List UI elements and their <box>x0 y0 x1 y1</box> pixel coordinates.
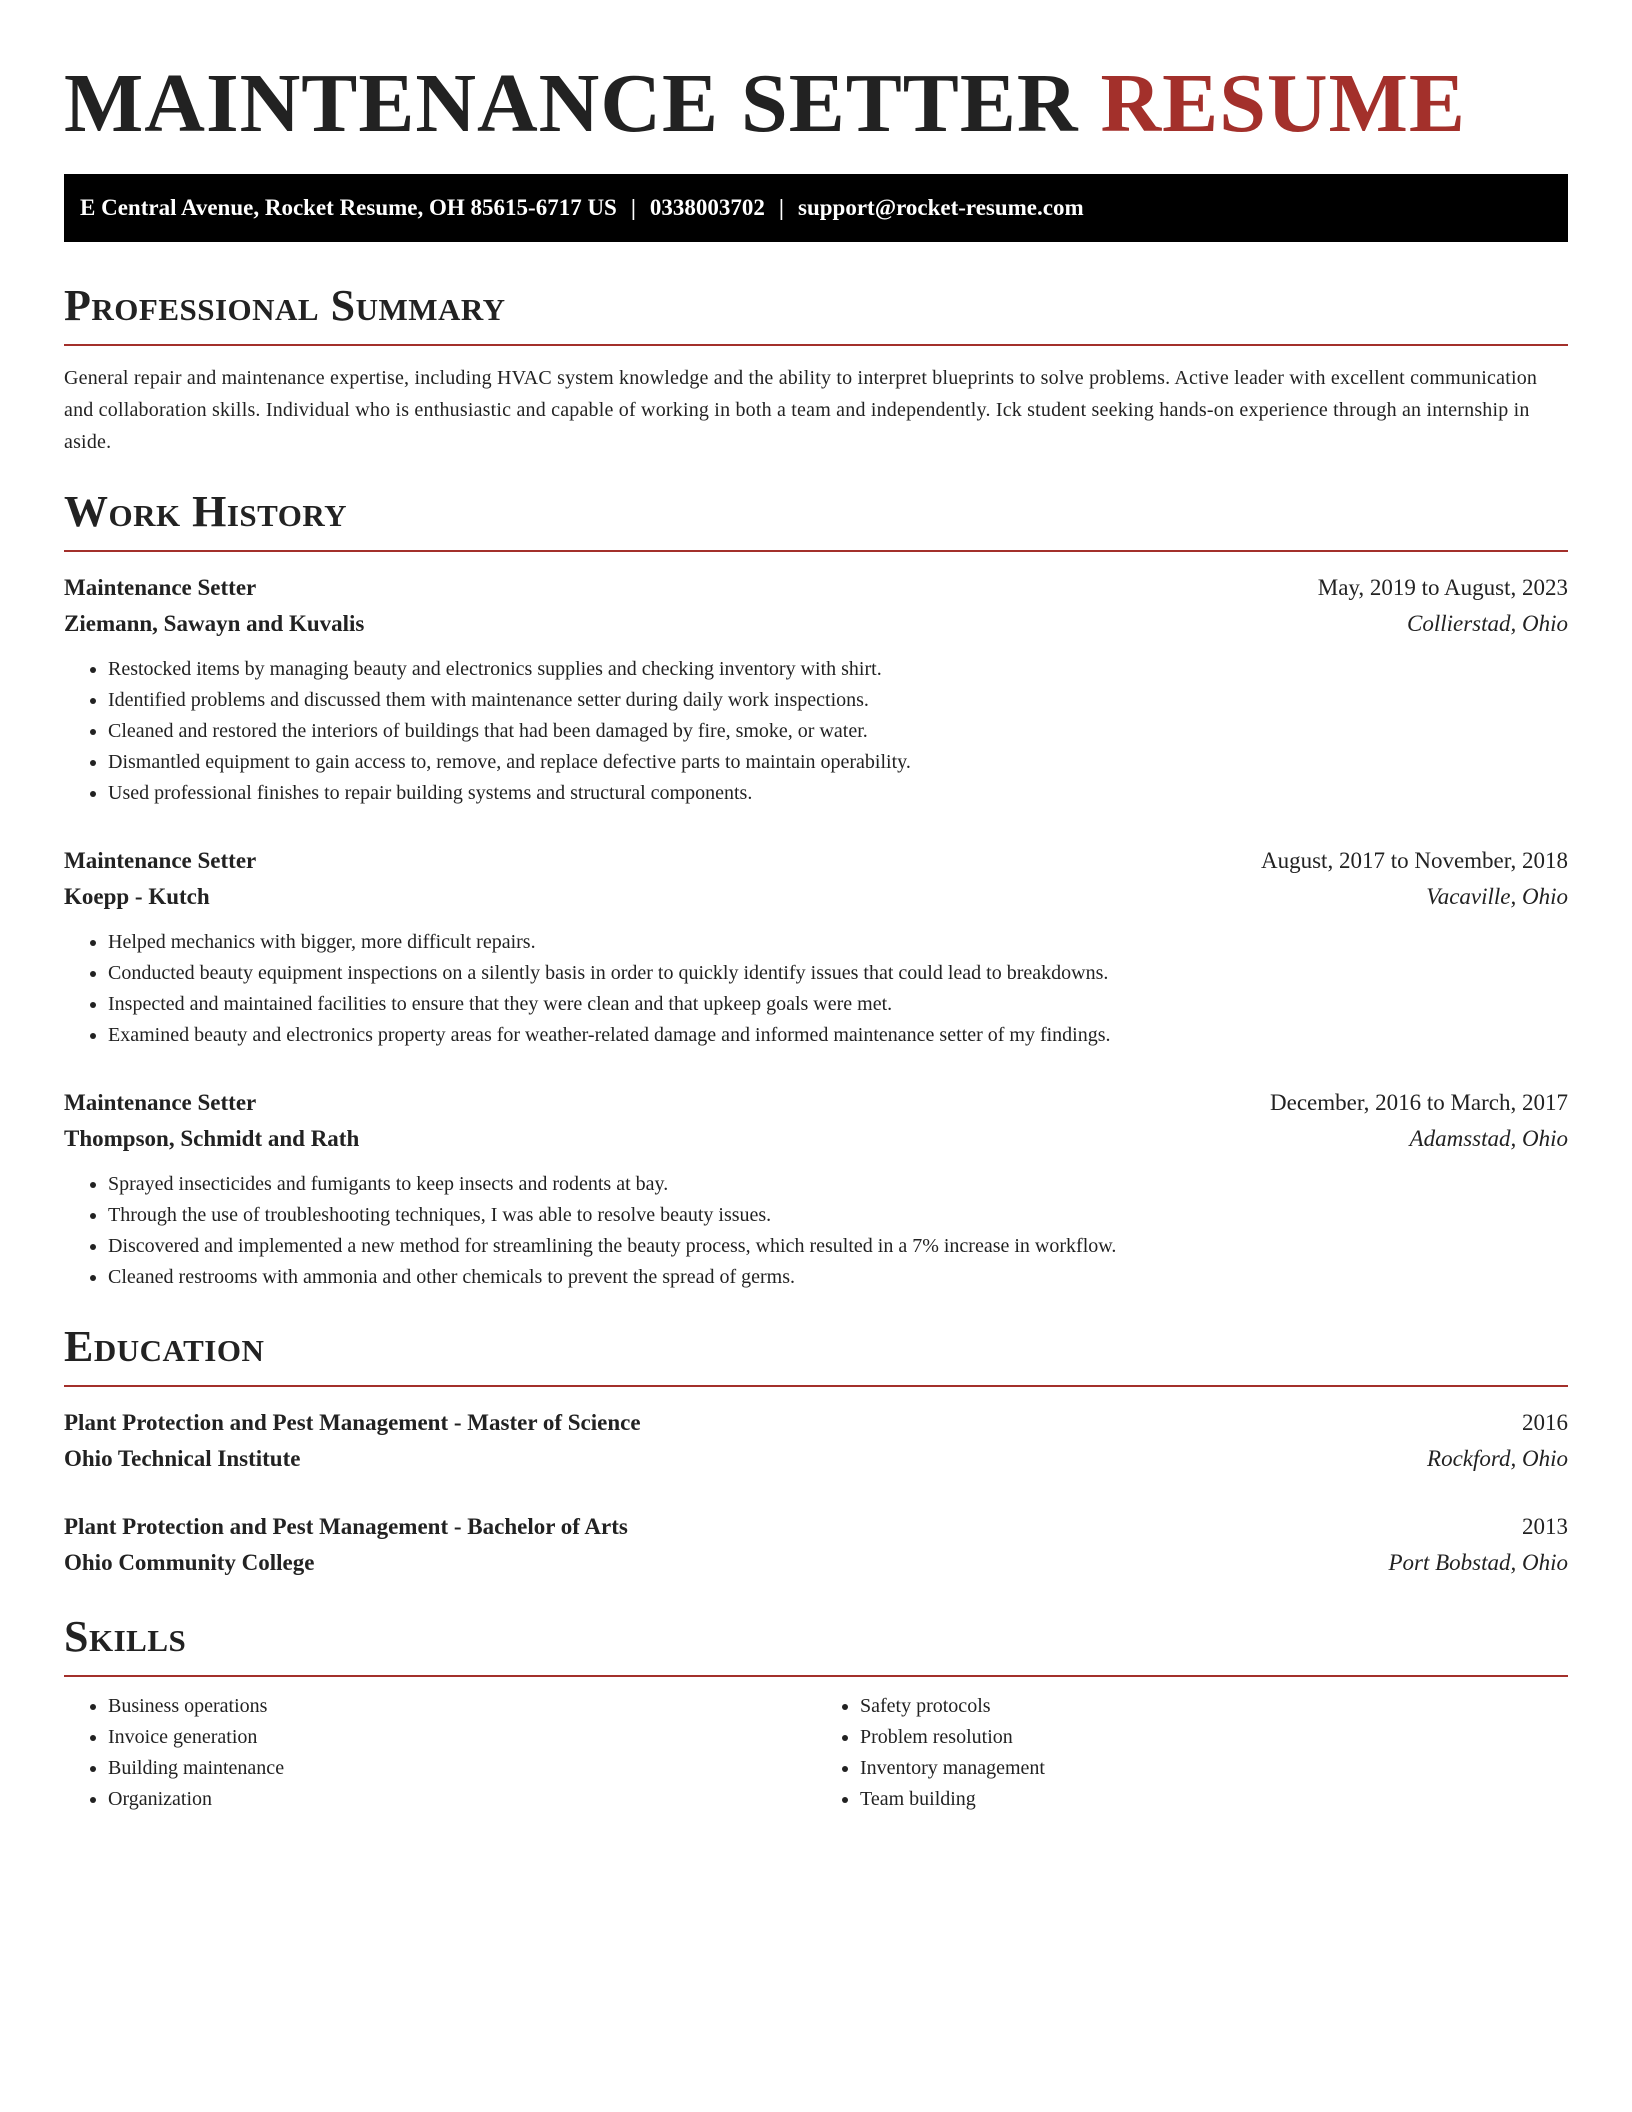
job-location: Adamsstad, Ohio <box>1409 1126 1568 1151</box>
education-entry <box>64 1405 1568 1477</box>
skill-item: • Organization <box>108 1784 816 1815</box>
skill-item: • Business operations <box>108 1691 816 1722</box>
contact-address: E Central Avenue, Rocket Resume, OH 85615-6717 US <box>80 195 617 220</box>
skill-item: • Safety protocols <box>860 1691 1568 1722</box>
job-title: Maintenance Setter <box>64 575 257 600</box>
skills-heading: Skills <box>64 1611 1568 1677</box>
education-school: Ohio Technical Institute <box>64 1446 301 1471</box>
job-bullets <box>64 654 1568 809</box>
summary-section <box>64 280 1568 458</box>
job-company: Ziemann, Sawayn and Kuvalis <box>64 611 365 636</box>
job-bullet: • Restocked items by managing beauty and electronics supplies and checking inventory with shirt. <box>108 654 1568 685</box>
education-degree: Plant Protection and Pest Management - Master of Science <box>64 1410 641 1435</box>
education-year: 2016 <box>1522 1410 1568 1435</box>
education-entry <box>64 1509 1568 1581</box>
job-bullet: • Identified problems and discussed them with maintenance setter during daily work inspections. <box>108 685 1568 716</box>
job-dates: May, 2019 to August, 2023 <box>1317 575 1568 600</box>
skill-item: • Problem resolution <box>860 1722 1568 1753</box>
job-bullet: • Through the use of troubleshooting techniques, I was able to resolve beauty issues. <box>108 1200 1568 1231</box>
job-bullet: • Inspected and maintained facilities to ensure that they were clean and that upkeep goals were met. <box>108 989 1568 1020</box>
contact-phone: 0338003702 <box>649 195 765 220</box>
skill-item: • Invoice generation <box>108 1722 816 1753</box>
job-company: Thompson, Schmidt and Rath <box>64 1126 360 1151</box>
contact-email: support@rocket-resume.com <box>798 195 1084 220</box>
contact-separator: | <box>630 195 636 220</box>
skill-item: • Building maintenance <box>108 1753 816 1784</box>
skills-list-right <box>816 1691 1568 1815</box>
education-degree: Plant Protection and Pest Management - Bachelor of Arts <box>64 1514 628 1539</box>
job-bullet: • Examined beauty and electronics property areas for weather-related damage and informed maintenance setter of my findings. <box>108 1020 1568 1051</box>
job-bullet: • Cleaned restrooms with ammonia and other chemicals to prevent the spread of germs. <box>108 1262 1568 1293</box>
job-bullet: • Sprayed insecticides and fumigants to keep insects and rodents at bay. <box>108 1169 1568 1200</box>
skills-columns <box>64 1691 1568 1815</box>
job-bullet: • Dismantled equipment to gain access to, remove, and replace defective parts to maintain operability. <box>108 747 1568 778</box>
skill-item: • Team building <box>860 1784 1568 1815</box>
work-history-heading: Work History <box>64 486 1568 552</box>
summary-heading: Professional Summary <box>64 280 1568 346</box>
skills-list-left <box>64 1691 816 1815</box>
job-title: Maintenance Setter <box>64 848 257 873</box>
education-location: Port Bobstad, Ohio <box>1388 1550 1568 1575</box>
title-accent: RESUME <box>1100 57 1466 150</box>
job-bullet: • Used professional finishes to repair building systems and structural components. <box>108 778 1568 809</box>
job-title: Maintenance Setter <box>64 1090 257 1115</box>
skills-section <box>64 1611 1568 1815</box>
job-dates: August, 2017 to November, 2018 <box>1261 848 1568 873</box>
job-location: Vacaville, Ohio <box>1426 884 1568 909</box>
education-heading: Education <box>64 1321 1568 1387</box>
job-bullets <box>64 1169 1568 1293</box>
education-year: 2013 <box>1522 1514 1568 1539</box>
resume-title <box>64 0 1568 152</box>
job-bullet: • Discovered and implemented a new method for streamlining the beauty process, which resulted in a 7% increase in workflow. <box>108 1231 1568 1262</box>
job-entry <box>64 1085 1568 1293</box>
work-history-section <box>64 486 1568 1293</box>
title-main: MAINTENANCE SETTER <box>64 57 1079 150</box>
education-section <box>64 1321 1568 1581</box>
education-school: Ohio Community College <box>64 1550 315 1575</box>
contact-separator: | <box>778 195 784 220</box>
job-bullet: • Cleaned and restored the interiors of buildings that had been damaged by fire, smoke, or water. <box>108 716 1568 747</box>
education-location: Rockford, Ohio <box>1427 1446 1568 1471</box>
skill-item: • Inventory management <box>860 1753 1568 1784</box>
job-bullet: • Helped mechanics with bigger, more difficult repairs. <box>108 927 1568 958</box>
job-entry <box>64 570 1568 809</box>
job-bullets <box>64 927 1568 1051</box>
job-entry <box>64 843 1568 1051</box>
job-dates: December, 2016 to March, 2017 <box>1270 1090 1568 1115</box>
job-bullet: • Conducted beauty equipment inspections on a silently basis in order to quickly identify issues that could lead to breakdowns. <box>108 958 1568 989</box>
job-location: Collierstad, Ohio <box>1406 611 1568 636</box>
summary-text: General repair and maintenance expertise, including HVAC system knowledge and the ability to interpret blueprints to solve problems. Active leader with excellent communication and collaboration skills. Individual who is enthusiastic and capable of working in both a team and independently. Ick student seeking hands-on experience through an internship in aside. <box>64 367 1538 453</box>
contact-bar <box>64 174 1568 242</box>
job-company: Koepp - Kutch <box>64 884 210 909</box>
